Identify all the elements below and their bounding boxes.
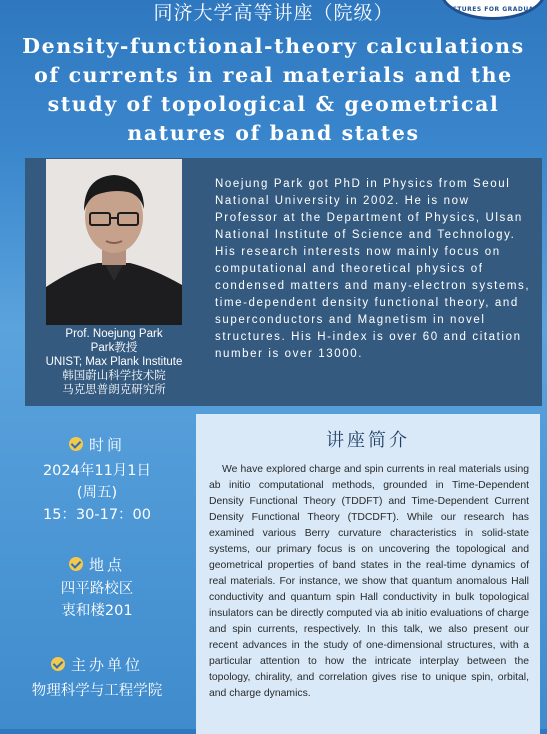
speaker-name: Prof. Noejung Park <box>65 328 163 340</box>
location-section <box>22 554 172 622</box>
speaker-caption <box>25 327 203 397</box>
logo-text: CTURES FOR GRADUA <box>452 6 534 13</box>
abstract-title: 讲座简介 <box>326 430 410 451</box>
abstract-body: We have explored charge and spin currents in real materials using ab initio computational methods, grounded in Time-Dependent Density Functional Theory (TDDFT) and Time-Dependent Current Density Functional Theory (TDCDFT). While our research has examined various Berry curvature characteristics in solid-state systems, our primary focus is on uncovering the topological and geometrical properties of band states in the real-time dynamics of real materials. For instance, we show that quantum anomalous Hall conductivity and quantum spin Hall conductivity in bulk topological insulators can be directly computed via ab initio evaluations of charge and spin currents, respectively. In this talk, we also present our recent advances in the study of one-dimensional structures, with a particular attention to how the intricate interplay between the topology, chirality, and correlation gives rise to unique spin, orbital, and charge dynamics. <box>209 464 529 699</box>
time-label: 时间 <box>88 435 125 454</box>
location-label: 地点 <box>88 555 125 574</box>
time-range: 15：30-17：00 <box>42 507 152 523</box>
check-circle-icon <box>51 657 65 671</box>
speaker-affiliation: UNIST; Max Plank Institute <box>45 356 183 368</box>
time-date: 2024年11月1日 <box>42 463 152 479</box>
series-title: 同济大学高等讲座（院级） <box>153 2 394 24</box>
check-circle-icon <box>69 437 83 451</box>
speaker-affiliation-cn-2: 马克思普朗克研究所 <box>62 384 166 396</box>
location-campus: 四平路校区 <box>60 581 134 597</box>
speaker-bio: Noejung Park got PhD in Physics from Seoul National University in 2002. He is now Professor at the Department of Physics, Ulsan National Institute of Science and Technology. His research interests now mainly focus on computational and theoretical physics of condensed matters and many-electron systems, time-dependent density functional theory, and superconductors and Magnetism in novel structures. His H-index is over 60 and citation number is over 13000. <box>215 178 531 360</box>
time-section <box>22 434 172 526</box>
organizer-label: 主办单位 <box>70 655 143 674</box>
time-weekday: (周五) <box>76 485 118 501</box>
speaker-affiliation-cn-1: 韩国蔚山科学技术院 <box>62 370 166 382</box>
speaker-photo <box>46 159 182 325</box>
location-room: 衷和楼201 <box>61 603 133 619</box>
organizer-section <box>22 654 172 702</box>
speaker-title-cn: Park教授 <box>90 342 138 354</box>
check-circle-icon <box>69 557 83 571</box>
organizer-name: 物理科学与工程学院 <box>31 683 163 699</box>
talk-title: Density-functional-theory calculations of currents in real materials and the study of topological & geometrical natures of band states <box>22 34 525 145</box>
